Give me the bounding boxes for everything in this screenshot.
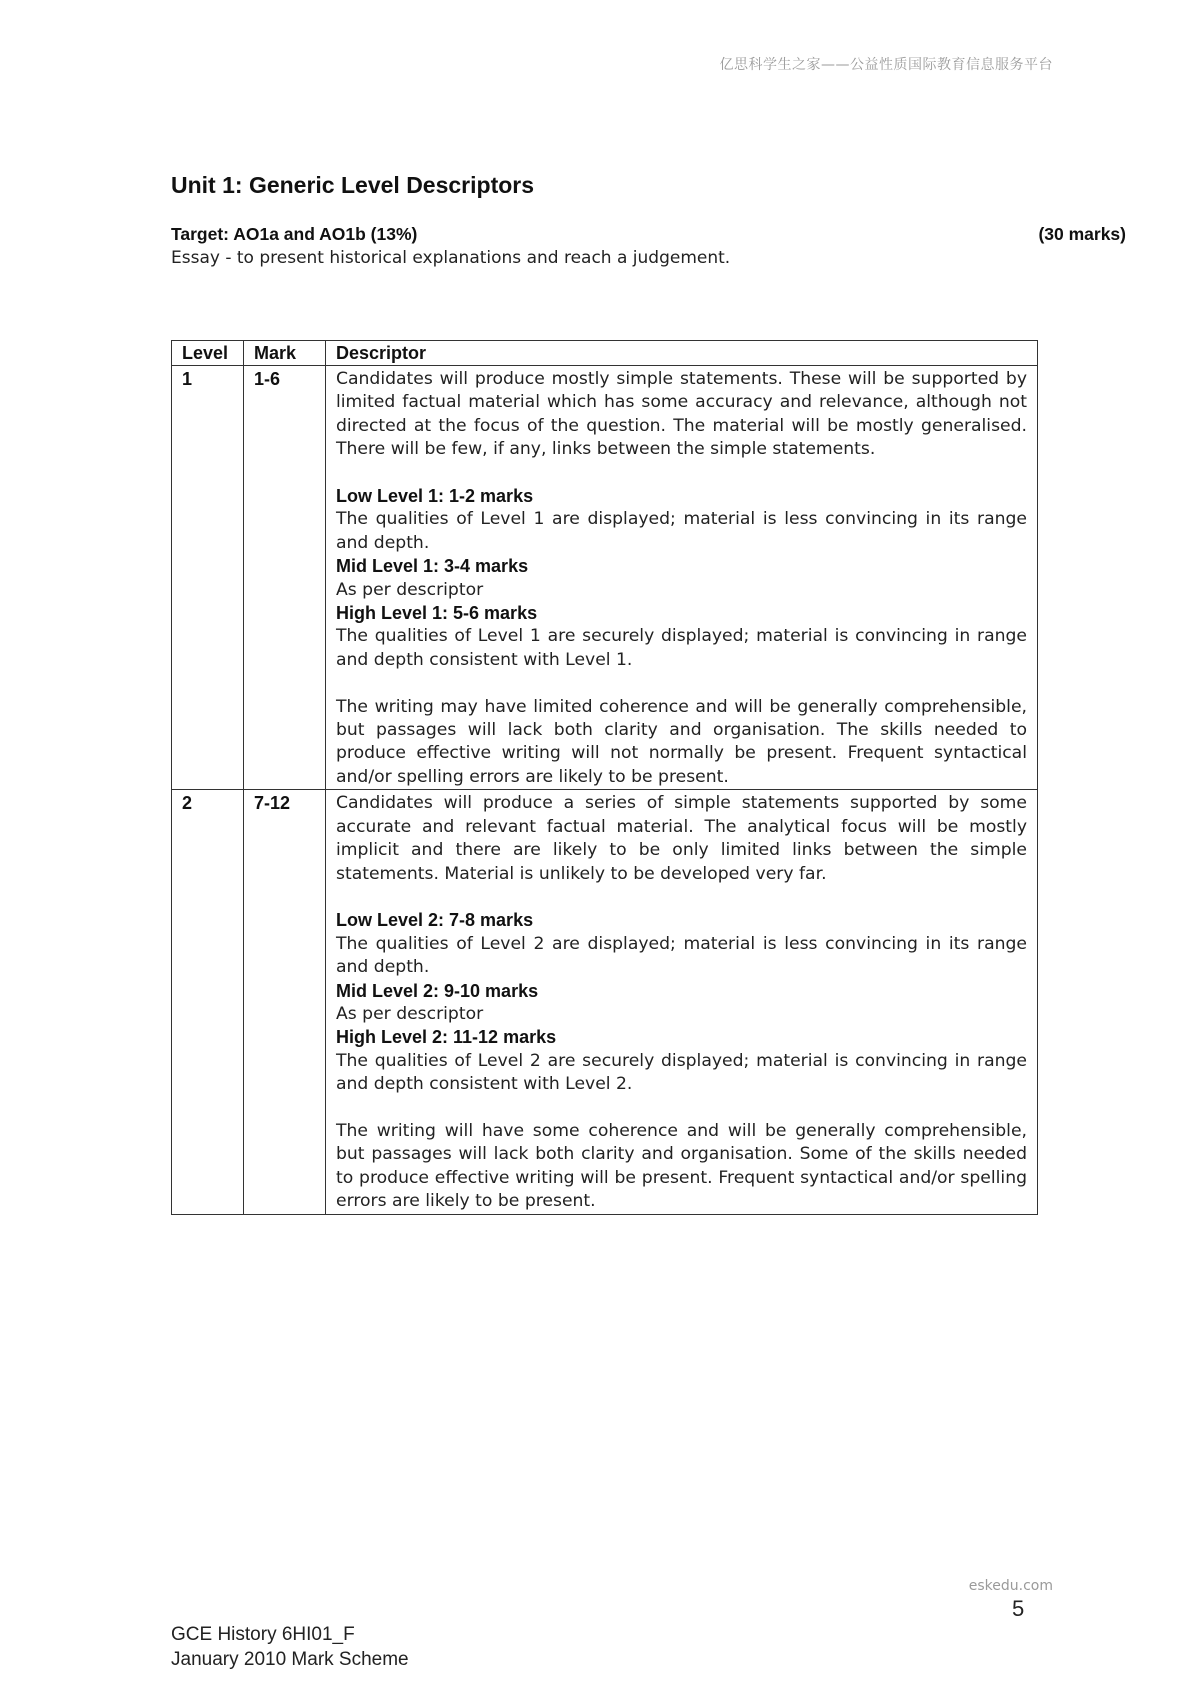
high-level-text: The qualities of Level 2 are securely displayed; material is convincing in range and depth consistent with Level 2. bbox=[336, 1050, 1027, 1095]
table-header-row bbox=[172, 341, 1038, 366]
page-number: 5 bbox=[1012, 1596, 1025, 1621]
descriptor-cell bbox=[326, 790, 1038, 1214]
low-level-text: The qualities of Level 2 are displayed; material is less convincing in its range and depth. bbox=[336, 933, 1027, 978]
footer-line-1: GCE History 6HI01_F bbox=[171, 1624, 355, 1645]
high-level-heading: High Level 2: 11-12 marks bbox=[336, 1027, 557, 1048]
mark-cell: 7-12 bbox=[244, 790, 326, 1214]
mark-cell: 1-6 bbox=[244, 366, 326, 790]
low-level-heading: Low Level 2: 7-8 marks bbox=[336, 910, 534, 931]
mid-level-heading: Mid Level 1: 3-4 marks bbox=[336, 556, 529, 577]
watermark-bottom: eskedu.com bbox=[968, 1578, 1053, 1594]
total-marks: (30 marks) bbox=[1038, 224, 1126, 244]
target-description: Essay - to present historical explanations and reach a judgement. bbox=[171, 248, 731, 268]
watermark-top: 亿思科学生之家——公益性质国际教育信息服务平台 bbox=[719, 57, 1053, 73]
page-footer bbox=[171, 1622, 409, 1672]
table-row bbox=[172, 790, 1038, 1214]
level-cell: 2 bbox=[172, 790, 244, 1214]
table-row bbox=[172, 366, 1038, 790]
target-row bbox=[171, 224, 1126, 245]
header-descriptor: Descriptor bbox=[326, 341, 1038, 366]
descriptor-intro: Candidates will produce mostly simple statements. These will be supported by limited factual material which has some accuracy and relevance, although not directed at the focus of the question. The material will be mostly generalised. There will be few, if any, links between the simple statements. bbox=[336, 369, 1027, 460]
mid-level-heading: Mid Level 2: 9-10 marks bbox=[336, 980, 539, 1001]
descriptor-cell bbox=[326, 366, 1038, 790]
high-level-text: The qualities of Level 1 are securely displayed; material is convincing in range and depth consistent with Level 1. bbox=[336, 626, 1027, 670]
low-level-text: The qualities of Level 1 are displayed; material is less convincing in its range and depth. bbox=[336, 509, 1027, 553]
level-descriptors-table bbox=[171, 340, 1038, 1215]
header-level: Level bbox=[172, 341, 244, 366]
target-label: Target: AO1a and AO1b (13%) bbox=[171, 224, 418, 244]
low-level-heading: Low Level 1: 1-2 marks bbox=[336, 486, 534, 507]
mid-level-text: As per descriptor bbox=[336, 579, 484, 600]
writing-quality-text: The writing may have limited coherence and will be generally comprehensible, but passages will lack both clarity and organisation. The skills needed to produce effective writing will not normally be present. Frequent syntactical and/or spelling errors are likely to be present. bbox=[336, 696, 1027, 787]
level-cell: 1 bbox=[172, 366, 244, 790]
writing-quality-text: The writing will have some coherence and will be generally comprehensible, but passages will lack both clarity and organisation. Some of the skills needed to produce effective writing will be present. Frequent syntactical and/or spelling errors are likely to be present. bbox=[336, 1120, 1027, 1212]
page-title: Unit 1: Generic Level Descriptors bbox=[171, 172, 535, 198]
header-mark: Mark bbox=[244, 341, 326, 366]
footer-line-2: January 2010 Mark Scheme bbox=[171, 1649, 409, 1670]
mid-level-text: As per descriptor bbox=[336, 1003, 484, 1024]
high-level-heading: High Level 1: 5-6 marks bbox=[336, 603, 538, 624]
descriptor-intro: Candidates will produce a series of simple statements supported by some accurate and relevant factual material. The analytical focus will be mostly implicit and there are likely to be only limited links between the simple statements. Material is unlikely to be developed very far. bbox=[336, 793, 1027, 884]
